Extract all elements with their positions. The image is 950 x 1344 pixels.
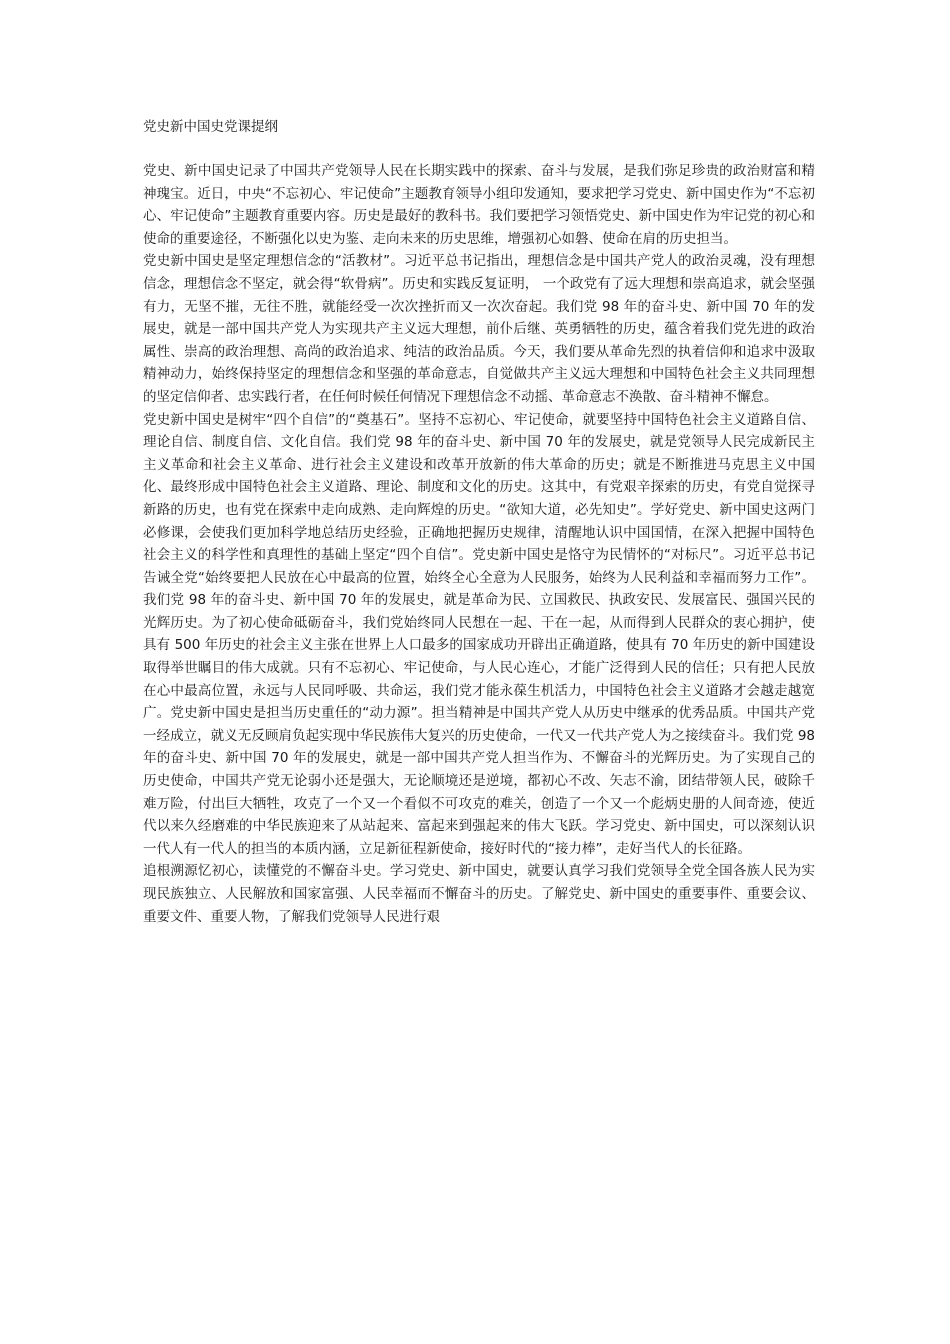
paragraph-intro: 党史、新中国史记录了中国共产党领导人民在长期实践中的探索、奋斗与发展，是我们弥足珍贵的政治财富和精神瑰宝。近日，中央“不忘初心、牢记使命”主题教育领导小组印发通知，要求把学习党史、新中国史作为“不忘初心、牢记使命”主题教育重要内容。历史是最好的教科书。我们要把学习领悟党史、新中国史作为牢记党的初心和使命的重要途径，不断强化以史为鉴、走向未来的历史思维，增强初心如磐、使命在肩的历史担当。 [143,163,815,247]
paragraph-ideals-faith: 党史新中国史是坚定理想信念的“活教材”。习近平总书记指出，理想信念是中国共产党人的政治灵魂，没有理想信念，理想信念不坚定，就会得“软骨病”。历史和实践反复证明， 一个政党有了远大理想和崇高追求，就会坚强有力，无坚不摧，无往不胜，就能经受一次次挫折而又一次次奋起。我们党 98 年的奋斗史、新中国 70 年的发展史，就是一部中国共产党人为实现共产主义远大理想，前仆后继、英勇牺牲的历史，蕴含着我们党先进的政治属性、崇高的政治理想、高尚的政治追求、纯洁的政治品质。今天，我们要从革命先烈的执着信仰和追求中汲取精神动力，始终保持坚定的理想信念和坚强的革命意志，自觉做共产主义远大理想和中国特色社会主义共同理想的坚定信仰者、忠实践行者，在任何时候任何情况下理想信念不动摇、革命意志不涣散、奋斗精神不懈怠。 [143,253,815,405]
document-body [143,160,815,928]
document-title: 党史新中国史党课提纲 [143,119,278,135]
paragraph-original-aspiration: 追根溯源忆初心，读懂党的不懈奋斗史。学习党史、新中国史，就要认真学习我们党领导全党全国各族人民为实现民族独立、人民解放和国家富强、人民幸福而不懈奋斗的历史。了解党史、新中国史的重要事件、重要会议、重要文件、重要人物，了解我们党领导人民进行艰 [143,863,815,925]
paragraph-four-confidences: 党史新中国史是树牢“四个自信”的“奠基石”。坚持不忘初心、牢记使命，就要坚持中国特色社会主义道路自信、理论自信、制度自信、文化自信。我们党 98 年的奋斗史、新中国 70 年的发展史，就是党领导人民完成新民主主义革命和社会主义革命、进行社会主义建设和改革开放新的伟大革命的历史；就是不断推进马克思主义中国化、最终形成中国特色社会主义道路、理论、制度和文化的历史。这其中，有党艰辛探索的历史，有党自觉探寻新路的历史，也有党在探索中走向成熟、走向辉煌的历史。“欲知大道，必先知史”。学好党史、新中国史这两门必修课，会使我们更加科学地总结历史经验，正确地把握历史规律，清醒地认识中国国情，在深入把握中国特色社会主义的科学性和真理性的基础上坚定“四个自信”。党史新中国史是恪守为民情怀的“对标尺”。习近平总书记告诫全党“始终要把人民放在心中最高的位置，始终全心全意为人民服务，始终为人民利益和幸福而努力工作”。我们党 98 年的奋斗史、新中国 70 年的发展史，就是革命为民、立国救民、执政安民、发展富民、强国兴民的光辉历史。为了初心使命砥砺奋斗，我们党始终同人民想在一起、干在一起，从而得到人民群众的衷心拥护，使具有 500 年历史的社会主义主张在世界上人口最多的国家成功开辟出正确道路，使具有 70 年历史的新中国建设取得举世瞩目的伟大成就。只有不忘初心、牢记使命，与人民心连心，才能广泛得到人民的信任；只有把人民放在心中最高位置，永远与人民同呼吸、共命运，我们党才能永葆生机活力，中国特色社会主义道路才会越走越宽广。党史新中国史是担当历史重任的“动力源”。担当精神是中国共产党人从历史中继承的优秀品质。中国共产党一经成立，就义无反顾肩负起实现中华民族伟大复兴的历史使命，一代又一代共产党人为之接续奋斗。我们党 98 年的奋斗史、新中国 70 年的发展史，就是一部中国共产党人担当作为、不懈奋斗的光辉历史。为了实现自己的历史使命，中国共产党无论弱小还是强大，无论顺境还是逆境，都初心不改、矢志不渝，团结带领人民，破除千难万险，付出巨大牺牲，攻克了一个又一个看似不可攻克的难关，创造了一个又一个彪炳史册的人间奇迹，使近代以来久经磨难的中华民族迎来了从站起来、富起来到强起来的伟大飞跃。学习党史、新中国史，可以深刻认识一代人有一代人的担当的本质内涵，立足新征程新使命，接好时代的“接力棒”，走好当代人的长征路。 [143,411,815,857]
